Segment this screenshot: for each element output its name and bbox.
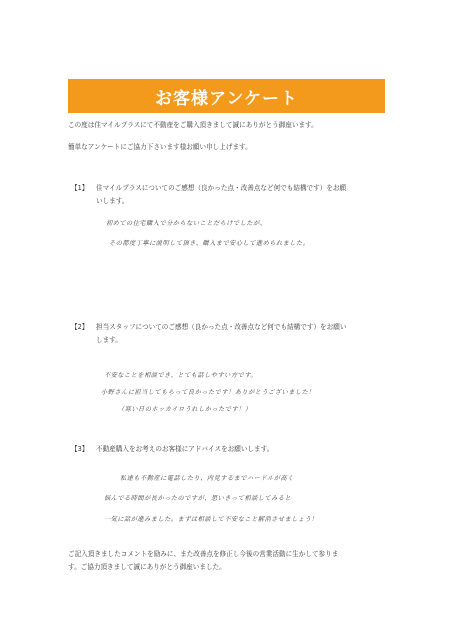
question-number: 【3】 xyxy=(71,445,89,453)
handwritten-answer-line: 悩んでる時間が長かったのですが、思いきって相談してみると xyxy=(104,495,292,502)
title-banner xyxy=(68,79,385,113)
question-text-line: 担当スタッフについてのご感想（良かった点・改善点など何でも結構です）をお願い xyxy=(96,323,347,331)
question-text xyxy=(96,321,346,347)
page-title: お客様アンケート xyxy=(155,88,298,109)
handwritten-answer-line: 初めての住宅購入で分からないことだらけでしたが、 xyxy=(106,220,267,227)
question-text-line: します。 xyxy=(96,336,122,344)
closing-message xyxy=(68,548,338,574)
intro-line-1: この度は住マイルプラスにて不動産をご購入頂きまして誠にありがとう御座います。 xyxy=(68,121,318,129)
handwritten-answer-line: 一気に話が進みました。まずは相談して不安なこと解消させましょう！ xyxy=(104,516,318,523)
intro-line-2: 簡単なアンケートにご協力下さいます様お願い申し上げます。 xyxy=(68,143,252,151)
question-text-line: 住マイルプラスについてのご感想（良かった点・改善点など何でも結構です）をお願 xyxy=(96,184,347,192)
question-text xyxy=(96,443,273,456)
handwritten-answer-line: （寒い日のホッカイロうれしかったです！） xyxy=(118,406,252,413)
question-text-line: 不動産購入をお考えのお客様にアドバイスをお願いします。 xyxy=(96,445,274,453)
closing-line-1: ご記入頂きましたコメントを励みに、また改善点を修正し今後の営業活動に生かして参りま xyxy=(68,550,339,558)
handwritten-answer-line: 私達も不動産に電話したり、内見するまでハードルが高く xyxy=(120,475,294,482)
question-text xyxy=(96,182,346,208)
question-number: 【1】 xyxy=(71,184,89,192)
question-number: 【2】 xyxy=(71,323,89,331)
question-text-line: いします。 xyxy=(96,197,129,205)
handwritten-answer-line: その都度丁寧に説明して頂き、購入まで安心して進められました。 xyxy=(109,240,310,247)
handwritten-answer-line: 小野さんに担当してもらって良かったです！ありがとうございました！ xyxy=(101,389,315,396)
closing-line-2: す。ご協力頂きまして誠にありがとう御座いました。 xyxy=(68,563,226,571)
handwritten-answer-line: 不安なことを相談でき、とても話しやすい方です。 xyxy=(104,372,258,379)
